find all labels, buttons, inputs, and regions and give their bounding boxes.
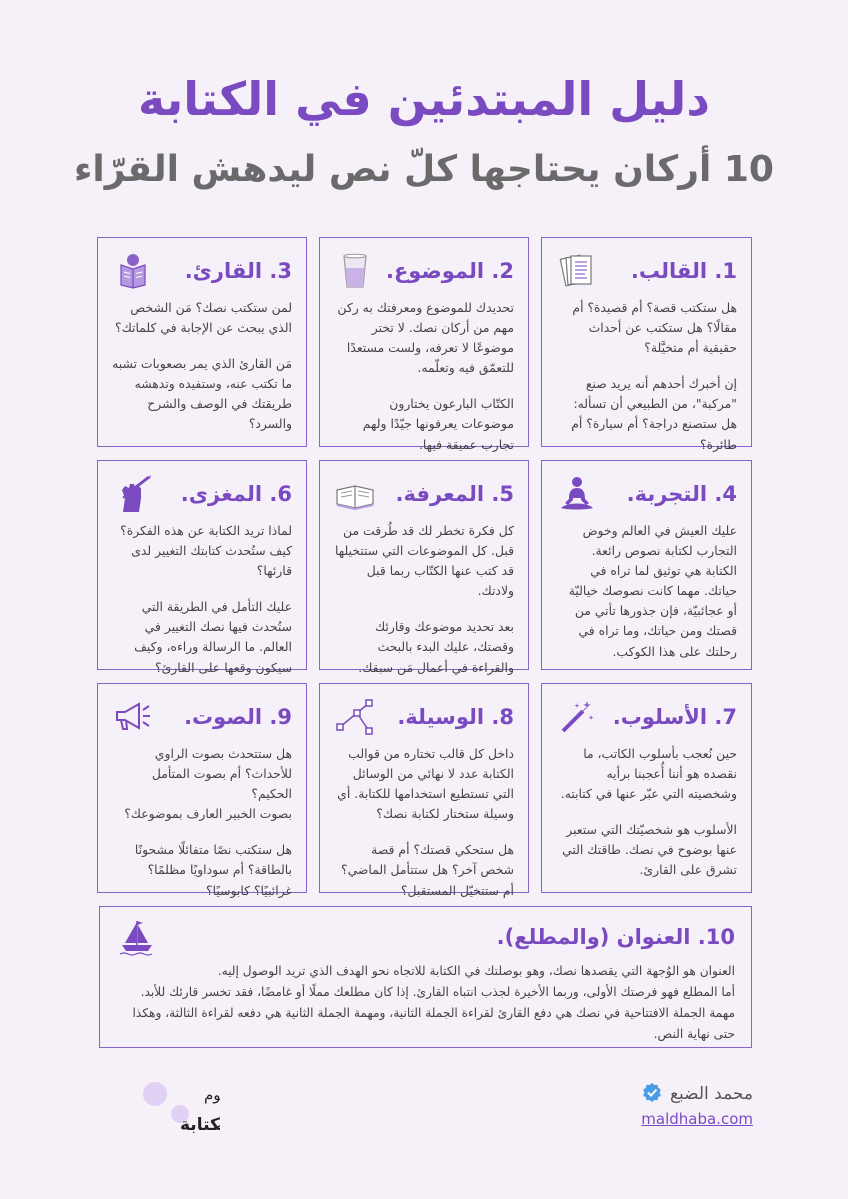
card-voice xyxy=(97,683,307,898)
raised-fist-pen-icon xyxy=(112,473,154,515)
megaphone-icon xyxy=(112,696,154,738)
open-book-icon xyxy=(334,473,376,515)
card-text: مَن القارئ الذي يمر بصعوبات تشبه ما تكتب عنه، وستفيده وتدهشه طريقتك في الوصف والشرح والسرد؟ xyxy=(112,356,292,432)
card-text: لمن ستكتب نصك؟ مَن الشخص الذي يبحث عن الإجابة في كلماتك؟ xyxy=(115,300,292,336)
page-title: دليل المبتدئين في الكتابة xyxy=(138,72,710,126)
card-text: حين نُعجب بأسلوب الكاتب، ما نقصده هو أننا أُعجبنا برأيه وشخصيته التي عبّر عنها في كتابته. xyxy=(560,746,737,802)
card-title-opening xyxy=(99,906,752,1048)
card-text: هل ستكتب نصًا متفائلًا مشحونًا بالطاقة؟ أم سوداويًا مظلمًا؟ غرائبيًا؟ كابوسيًا؟ xyxy=(134,842,292,898)
card-text: بعد تحديد موضوعك وقارئك وقصتك، عليك البدء بالبحث والقراءة في أعمال مَن سبقك. xyxy=(358,619,514,675)
card-reader xyxy=(97,237,307,447)
card-text: العنوان هو الوُجهة التي يقصدها نصك، وهو بوصلتك في الكتابة للاتجاه نحو الهدف الذي تريد الوصول إليه. أما المطلع فهو فرصتك الأولى، وربما الأخيرة لجذب انتباه القارئ. إذا كان مطلعك مملًا أو غامضًا، فقد تخسر قارئك للأبد. مهمة الجملة الافتتاحية في نصك هي دفع القارئ لقراءة الجملة الثانية، ومهمة الجملة الثانية هي دفعه لقراءة الثالثة، وهكذا حتى نهاية النص. xyxy=(132,964,735,1041)
card-purpose xyxy=(97,460,307,675)
card-text: عليك التأمل في الطريقة التي ستُحدث فيها نصك التغيير في العالم. ما الرسالة وراءه، وكيف سيكون وقعها على القارئ؟ xyxy=(134,599,292,675)
card-text: الكتّاب البارعون يختارون موضوعات يعرفونها جيّدًا ولهم تجارب عميقة فيها. xyxy=(362,396,514,452)
page-subtitle: 10 أركان يحتاجها كلّ نص ليدهش القرّاء xyxy=(74,149,774,190)
card-title: 9. الصوت. xyxy=(184,705,292,729)
svg-text:الكتابة: كتابة xyxy=(180,1115,220,1135)
card-topic xyxy=(319,237,529,452)
card-experience xyxy=(541,460,752,670)
card-text: هل ستتحدث بصوت الراوي للأحداث؟ أم بصوت المتأمل الحكيم؟ بصوت الخبير العارف بموضوعك؟ xyxy=(124,746,292,822)
card-text: هل ستحكي قصتك؟ أم قصة شخص آخر؟ هل ستتأمل الماضي؟ أم ستتخيّل المستقبل؟ xyxy=(341,842,514,898)
card-style xyxy=(541,683,752,893)
logo xyxy=(100,1070,220,1140)
card-text: لماذا تريد الكتابة عن هذه الفكرة؟ كيف ستُحدث كتابتك التغيير لدى قارئها؟ xyxy=(120,523,292,579)
card-title: 8. الوسيلة. xyxy=(397,705,514,729)
website-link[interactable]: maldhaba.com xyxy=(641,1110,753,1128)
card-title: 10. العنوان (والمطلع). xyxy=(496,925,735,949)
glass-icon xyxy=(334,250,376,292)
meditation-icon xyxy=(556,473,598,515)
magic-wand-icon xyxy=(556,696,598,738)
card-text: عليك العيش في العالم وخوض التجارب لكتابة نصوص رائعة. الكتابة هي توثيق لما تراه في حياتك. مهما كانت نصوصك خياليّة أو عجائبيّة، فإن جذورها تأتي من قصتك ومن حياتك، وما تراه في رحلتك على هذا الكوكب. xyxy=(568,523,737,659)
card-text: هل ستكتب قصة؟ أم قصيدة؟ أم مقالًا؟ هل ستكتب عن أحداث حقيقية أم متخيَّلة؟ xyxy=(572,300,737,356)
card-title: 7. الأسلوب. xyxy=(612,705,737,729)
card-text: داخل كل قالب تختاره من قوالب الكتابة عدد لا نهائي من الوسائل التي تستطيع استخدامها للكتابة. أي وسيلة ستختار لكتابة نصك؟ xyxy=(337,746,514,822)
card-title: 3. القارئ. xyxy=(184,259,292,283)
card-text: إن أخبرك أحدهم أنه يريد صنع "مركبة"، من الطبيعي أن تسأله: هل ستصنع دراجة؟ أم سيارة؟ أم طائرة؟ xyxy=(571,376,737,452)
author xyxy=(642,1082,753,1106)
card-title: 2. الموضوع. xyxy=(385,259,514,283)
author-name: محمد الضبع xyxy=(669,1084,753,1104)
card-text: الأسلوب هو شخصيّتك التي ستعبر عنها بوضوح في نصك. طاقتك التي تشرق على القارئ. xyxy=(562,822,737,878)
card-knowledge xyxy=(319,460,529,675)
card-title: 1. القالب. xyxy=(630,259,737,283)
card-title: 5. المعرفة. xyxy=(395,482,514,506)
svg-text:مئة يوم: وم xyxy=(204,1086,220,1104)
documents-icon xyxy=(556,250,598,292)
sailboat-icon xyxy=(116,916,158,958)
card-template xyxy=(541,237,752,452)
reader-icon xyxy=(112,250,154,292)
card-title: 4. التجربة. xyxy=(626,482,737,506)
card-title: 6. المغزى. xyxy=(180,482,292,506)
verified-badge-icon xyxy=(642,1082,662,1106)
card-text: كل فكرة تخطر لك قد طُرقت من قبل. كل الموضوعات التي ستتخيلها قد كتب عنها الكتّاب ربما قبل ولادتك. xyxy=(334,523,514,599)
path-nodes-icon xyxy=(334,696,376,738)
card-medium xyxy=(319,683,529,898)
svg-text:من: ن xyxy=(212,1110,220,1128)
card-text: تحديدك للموضوع ومعرفتك به ركن مهم من أركان نصك. لا تختر موضوعًا لا تعرفه، ولست مستعدًا للتعمّق فيه وتعلّمه. xyxy=(337,300,514,376)
